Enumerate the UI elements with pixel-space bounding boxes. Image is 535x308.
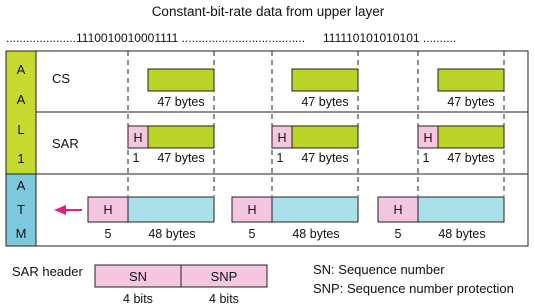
atm-payload-box <box>418 197 504 222</box>
diagram-title: Constant-bit-rate data from upper layer <box>151 4 385 19</box>
atm-payload-label: 48 bytes <box>438 227 486 241</box>
cs-payload-label: 47 bytes <box>447 95 495 109</box>
atm-header-text: H <box>103 203 113 217</box>
sar-payload-box <box>292 126 358 148</box>
sn-field-name: SN <box>128 269 148 284</box>
sar-header-size: 1 <box>132 151 140 165</box>
sar-row-label: SAR <box>52 136 79 151</box>
atm-header-text: H <box>393 203 403 217</box>
cs-row-label: CS <box>52 71 71 86</box>
aal1-letter-2: A <box>16 92 26 107</box>
aal1-letter-4: 1 <box>17 151 25 166</box>
atm-header-size: 5 <box>104 227 112 241</box>
snp-field-size: 4 bits <box>209 292 239 306</box>
sar-header-text: H <box>133 131 143 145</box>
atm-letter-3: M <box>15 226 27 241</box>
cs-payload-box <box>438 69 504 91</box>
atm-payload-box <box>272 197 358 222</box>
sar-payload-box <box>438 126 504 148</box>
cs-payload-box <box>148 69 214 91</box>
bitstream-right: 111110101010101 .......... <box>323 31 457 45</box>
sar-payload-label: 47 bytes <box>301 151 349 165</box>
atm-letter-2: T <box>17 202 25 217</box>
sar-payload-label: 47 bytes <box>447 151 495 165</box>
legend-snp: SNP: Sequence number protection <box>313 281 514 296</box>
atm-payload-box <box>128 197 214 222</box>
cs-payload-label: 47 bytes <box>301 95 349 109</box>
atm-payload-label: 48 bytes <box>292 227 340 241</box>
snp-field-name: SNP <box>210 269 238 284</box>
sar-payload-box <box>148 126 214 148</box>
sar-header-text: H <box>277 131 287 145</box>
cs-payload-box <box>292 69 358 91</box>
bitstream-left: .....................1110010010001111 ..................................... <box>6 31 306 45</box>
sar-header-text: H <box>423 131 433 145</box>
sar-header-label: SAR header <box>12 264 83 279</box>
cs-payload-label: 47 bytes <box>157 95 205 109</box>
sar-payload-label: 47 bytes <box>157 151 205 165</box>
atm-header-text: H <box>247 203 257 217</box>
sar-header-size: 1 <box>276 151 284 165</box>
aal1-letter-1: A <box>16 62 26 77</box>
sn-field-size: 4 bits <box>123 292 153 306</box>
atm-header-size: 5 <box>248 227 256 241</box>
atm-letter-1: A <box>16 178 26 193</box>
atm-payload-label: 48 bytes <box>148 227 196 241</box>
legend-sn: SN: Sequence number <box>313 262 445 277</box>
aal1-letter-3: L <box>17 122 25 137</box>
atm-header-size: 5 <box>394 227 402 241</box>
sar-header-size: 1 <box>422 151 430 165</box>
